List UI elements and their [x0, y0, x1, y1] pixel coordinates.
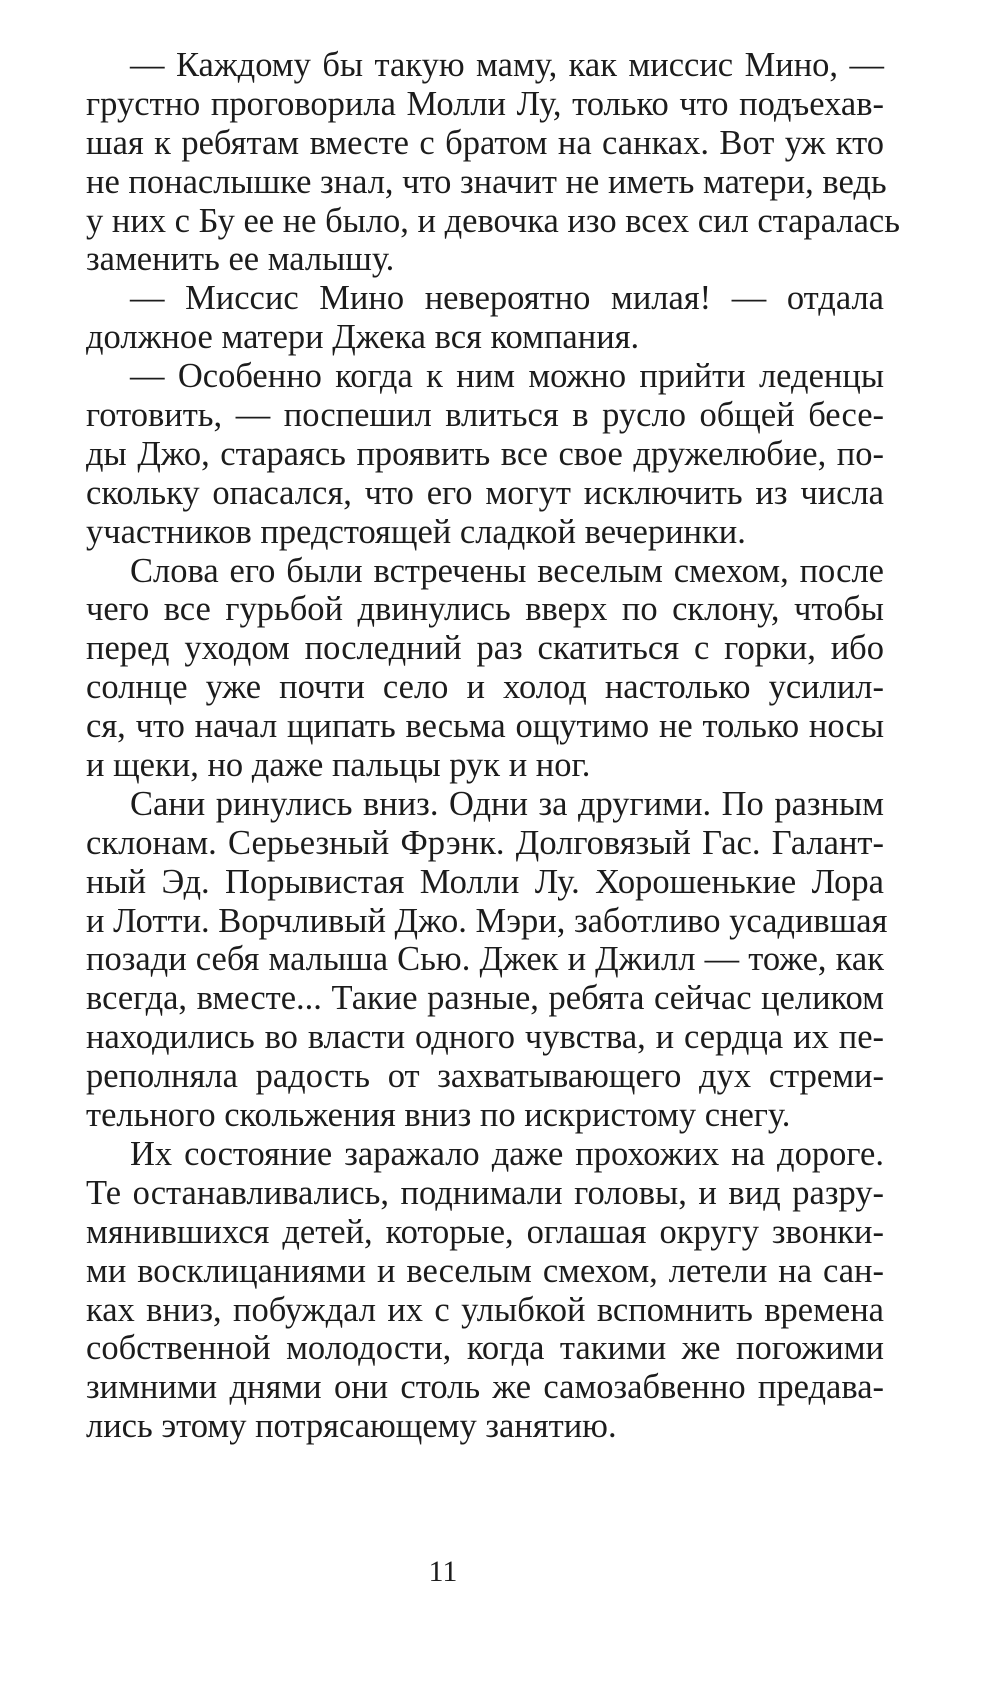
- text-line: — Миссис Мино невероятно милая! — отдала: [130, 279, 884, 318]
- text-line: Сани ринулись вниз. Одни за другими. По разным: [130, 784, 884, 823]
- text-line: мянившихся детей, которые, оглашая округу звонки-: [86, 1212, 884, 1251]
- text-line: должное матери Джека вся компания.: [86, 318, 640, 357]
- text-line: чего все гурьбой двинулись вверх по склону, чтобы: [86, 590, 884, 629]
- text-line: ный Эд. Порывистая Молли Лу. Хорошенькие Лора: [86, 862, 884, 901]
- paragraph: [42, 46, 900, 279]
- paragraph: [42, 279, 884, 357]
- text-line: ках вниз, побуждал их с улыбкой вспомнить времена: [86, 1290, 884, 1329]
- paragraph: [42, 1135, 884, 1446]
- text-line: ся, что начал щипать весьма ощутимо не только носы: [86, 707, 884, 746]
- text-line: склонам. Серьезный Фрэнк. Долговязый Гас. Галант-: [86, 823, 884, 862]
- text-line: реполняла радость от захватывающего дух стреми-: [86, 1057, 884, 1096]
- text-line: Их состояние заражало даже прохожих на дороге.: [130, 1134, 884, 1173]
- text-line: — Особенно когда к ним можно прийти леденцы: [130, 357, 884, 396]
- text-line: ми восклицаниями и веселым смехом, летели на сан-: [86, 1251, 884, 1290]
- text-line: шая к ребятам вместе с братом на санках. Вот уж кто: [86, 123, 884, 162]
- text-line: скольку опасался, что его могут исключить из числа: [86, 473, 884, 512]
- text-line: позади себя малыша Сью. Джек и Джилл — тоже, как: [86, 940, 884, 979]
- paragraph: [42, 552, 884, 785]
- text-line: находились во власти одного чувства, и сердца их пе-: [86, 1018, 884, 1057]
- text-line: и щеки, но даже пальцы рук и ног.: [86, 746, 591, 785]
- text-line: готовить, — поспешил влиться в русло общей бесе-: [86, 396, 884, 435]
- text-line: перед уходом последний раз скатиться с горки, ибо: [86, 629, 884, 668]
- body-text: [42, 46, 900, 1446]
- text-line: заменить ее малышу.: [86, 240, 395, 279]
- text-line: ды Джо, стараясь проявить все свое дружелюбие, по-: [86, 434, 884, 473]
- text-line: зимними днями они столь же самозабвенно предава-: [86, 1368, 884, 1407]
- text-line: лись этому потрясающему занятию.: [86, 1407, 617, 1446]
- text-line: — Каждому бы такую маму, как миссис Мино, —: [130, 46, 884, 84]
- text-line: и Лотти. Ворчливый Джо. Мэри, заботливо усадившая: [86, 901, 888, 940]
- text-line: тельного скольжения вниз по искристому снегу.: [86, 1096, 791, 1135]
- text-line: всегда, вместе... Такие разные, ребята сейчас целиком: [86, 979, 884, 1018]
- text-line: Слова его были встречены веселым смехом, после: [130, 551, 884, 590]
- paragraph: [42, 357, 884, 551]
- text-line: у них с Бу ее не было, и девочка изо всех сил старалась: [86, 201, 900, 240]
- paragraph: [42, 784, 888, 1135]
- text-line: не понаслышке знал, что значит не иметь матери, ведь: [86, 162, 887, 201]
- page-number: 11: [428, 1555, 458, 1588]
- text-line: участников предстоящей сладкой вечеринки.: [86, 512, 746, 551]
- text-line: собственной молодости, когда такими же погожими: [86, 1329, 884, 1368]
- text-line: грустно проговорила Молли Лу, только что подъехав-: [86, 84, 884, 123]
- text-line: Те останавливались, поднимали головы, и вид разру-: [86, 1173, 884, 1212]
- text-line: солнце уже почти село и холод настолько усилил-: [86, 668, 884, 707]
